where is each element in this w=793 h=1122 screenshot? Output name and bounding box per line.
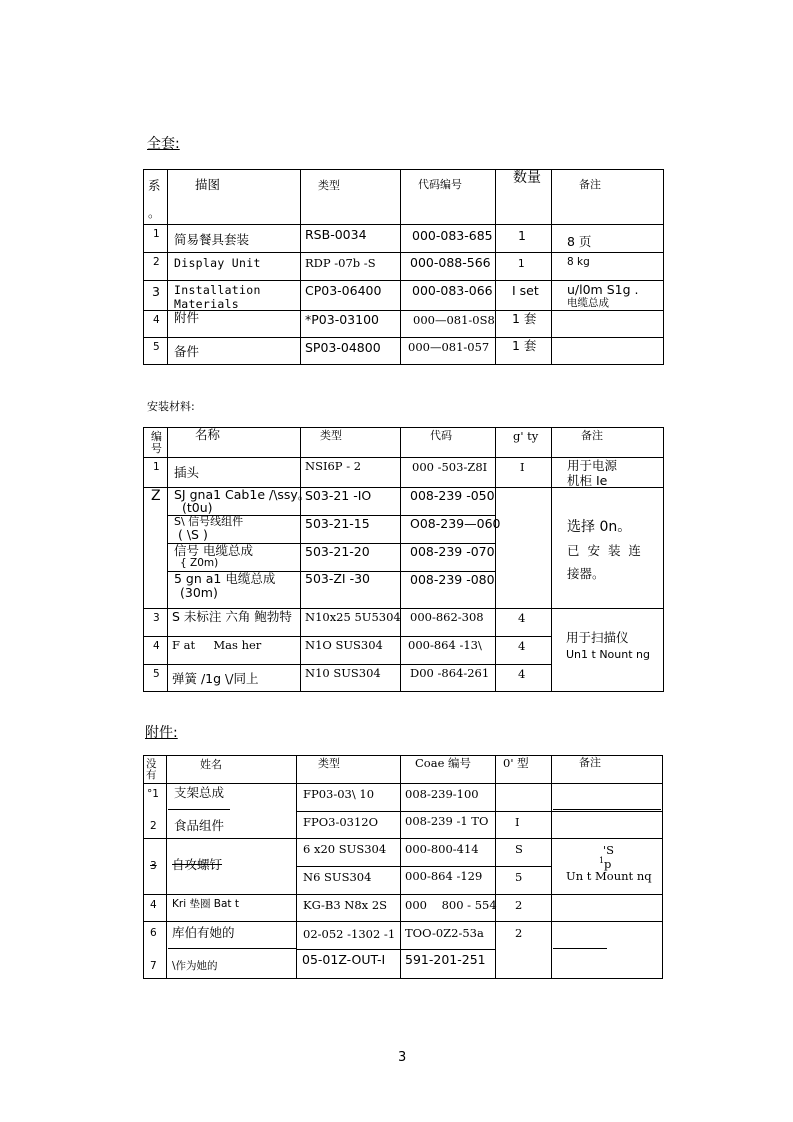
row-name: 自攻螺钉 (172, 857, 223, 872)
row-code: 000-083-066 (412, 283, 493, 298)
row-no: 4 (153, 314, 160, 326)
sub-item-code: 008-239 -080 (410, 572, 495, 587)
row-code: 000-864 -13\ (408, 638, 482, 652)
row-code: 000-088-566 (410, 255, 491, 270)
header-name: 姓名 (200, 758, 222, 771)
header-no-cont: 。 (148, 205, 161, 220)
row-name: 支架总成 (174, 785, 225, 800)
row-qty: S (515, 842, 523, 856)
row-name: \作为她的 (172, 960, 218, 972)
group-note-cont: Un t Mount nq (566, 869, 652, 883)
row-type: N6 SUS304 (303, 870, 372, 884)
row-no: 5 (153, 668, 160, 680)
sub-item-type: 503-21-15 (305, 516, 370, 531)
header-qty: 0' 型 (503, 756, 529, 770)
sub-item-name-cont: { Z0m) (180, 557, 219, 569)
row-type: 05-01Z-OUT-I (302, 952, 386, 967)
group-note: 选择 0n。 (567, 519, 632, 535)
row-name: 库伯有她的 (172, 925, 235, 940)
group-note-cont: 接器。 (567, 566, 605, 581)
sub-item-type: 503-21-20 (305, 544, 370, 559)
group-note-cont: 已 安 装 连 (567, 543, 643, 558)
row-name: Kri 垫圈 Bat t (172, 898, 240, 910)
row-type: N10x25 5U5304 (305, 610, 401, 624)
header-no-cont: 有 (146, 769, 157, 781)
row-no: 4 (150, 899, 157, 911)
row-qty: 2 (515, 926, 523, 940)
row-name: 附件 (174, 310, 200, 325)
sub-item-code: O08-239—060 (410, 516, 501, 531)
row-note: u/l0m S1g . (567, 282, 639, 297)
row-note: 8 页 (567, 234, 592, 249)
page-number: 3 (398, 1050, 407, 1065)
row-name: 简易餐具套装 (174, 232, 250, 247)
row-name-cont: Materials (174, 297, 240, 311)
row-code: 008-239-100 (405, 787, 479, 801)
row-no: 2 (150, 820, 157, 832)
row-name: Installation (174, 283, 261, 297)
sub-item-name-cont: (30m) (180, 585, 218, 600)
row-type: N1O SUS304 (305, 638, 383, 652)
row-type: CP03-06400 (305, 283, 382, 298)
group-note: 'S (603, 843, 615, 857)
row-qty: I (515, 815, 520, 829)
row-type: N10 SUS304 (305, 666, 381, 680)
row-qty: 1 套 (512, 338, 537, 353)
row-code: 000-800-414 (405, 842, 479, 856)
row-type: 02-052 -1302 -1 (303, 927, 396, 941)
row-no: 3 (153, 612, 160, 624)
row-code: 000—081-057 (408, 340, 490, 354)
row-qty: 4 (518, 639, 526, 653)
header-note: 备注 (579, 178, 601, 191)
header-type: 类型 (320, 429, 342, 442)
row-no: 4 (153, 640, 160, 652)
row-no: 2 (153, 256, 160, 268)
row-code: 008-239 -1 TO (405, 814, 489, 828)
row-type: FP03-03\ 10 (303, 787, 375, 801)
row-no: 1 (153, 461, 160, 473)
header-name: 名称 (195, 427, 221, 442)
row-qty: 2 (515, 898, 523, 912)
sub-item-type: S03-21 -IO (305, 488, 372, 503)
row-qty: 4 (518, 611, 526, 625)
row-note: 8 kg (567, 256, 590, 268)
sub-item-name: S\ 信号线组件 (174, 515, 244, 528)
row-code: 591-201-251 (405, 952, 486, 967)
row-name: S 未标注 六角 鲍勃特 (172, 609, 292, 624)
row-code: D00 -864-261 (410, 666, 490, 680)
row-qty: 1 (518, 228, 526, 243)
row-no: 3 (152, 284, 160, 299)
header-note: 备注 (579, 756, 601, 769)
row-code: 000 800 - 554 (405, 898, 497, 912)
row-code: 000 -503-Z8I (412, 460, 488, 474)
row-name: Display Unit (174, 256, 261, 270)
row-no: 7 (150, 960, 157, 972)
row-type: *P03-03100 (305, 312, 379, 327)
section-title-full-set: 全套: (147, 136, 180, 152)
row-code: 000-862-308 (410, 610, 484, 624)
sub-item-code: 008-239 -050 (410, 488, 495, 503)
section-title-installation: 安装材料: (147, 400, 195, 413)
header-no: 系 (148, 178, 161, 193)
row-qty: I set (512, 283, 539, 298)
header-code: 代码编号 (418, 178, 462, 191)
sub-item-name: 信号 电缆总成 (174, 543, 253, 558)
row-no: °1 (147, 788, 159, 800)
row-name: 备件 (174, 344, 200, 359)
group-note-cont: p (604, 857, 612, 871)
row-no: 5 (153, 341, 160, 353)
row-name: 弹簧 /1g \/同上 (172, 671, 259, 686)
sub-item-type: 503-ZI -30 (305, 571, 371, 586)
header-note: 备注 (581, 429, 603, 442)
header-code: 代码 (430, 429, 452, 442)
header-qty: 数量 (513, 170, 541, 186)
sub-item-name-cont: ( \S ) (178, 527, 208, 542)
header-no: 编 (151, 430, 162, 443)
header-type: 类型 (318, 757, 340, 770)
header-name: 描图 (195, 177, 221, 192)
row-code: 000-083-685 (412, 228, 493, 243)
row-name: 食品组件 (174, 818, 225, 833)
row-no: 6 (150, 927, 157, 939)
row-qty: 5 (515, 870, 523, 884)
row-name: F at Mas her (172, 638, 262, 652)
row-no: 3 (150, 860, 157, 872)
group-note: 用于扫描仪 (566, 630, 629, 645)
sub-item-name-cont: (t0u) (182, 500, 213, 515)
row-name: 插头 (174, 465, 200, 480)
header-qty: g' ty (513, 429, 539, 443)
row-qty: 4 (518, 667, 526, 681)
group-note-cont: Un1 t Nount ng (566, 648, 650, 661)
row-type: KG-B3 N8x 2S (303, 898, 388, 912)
row-note-cont: 机柜 Ie (567, 473, 608, 488)
section-title-accessories: 附件: (145, 725, 178, 741)
row-qty: I (520, 460, 525, 474)
header-type: 类型 (318, 179, 340, 192)
row-code: 000-864 -129 (405, 869, 483, 883)
sub-item-code: 008-239 -070 (410, 544, 495, 559)
row-qty: 1 套 (512, 311, 537, 326)
header-code: Coae 编号 (415, 756, 472, 770)
row-type: RDP -07b -S (305, 256, 376, 270)
row-note-cont: 电缆总成 (567, 297, 609, 309)
sub-item-name: 5 gn a1 电缆总成 (174, 571, 276, 586)
row-type: NSI6P - 2 (305, 459, 362, 473)
row-qty: 1 (518, 258, 525, 270)
row-type: RSB-0034 (305, 227, 367, 242)
row-no: Z (151, 488, 161, 504)
header-no: 没 (146, 758, 157, 770)
row-no: 1 (153, 228, 160, 240)
row-type: FPO3-0312O (303, 815, 379, 829)
group-note-cont: 1 (599, 856, 605, 865)
row-type: SP03-04800 (305, 340, 381, 355)
header-no-cont: 号 (151, 442, 162, 455)
row-type: 6 x20 SUS304 (303, 842, 387, 856)
row-code: TOO-0Z2-53a (405, 926, 484, 940)
sub-item-name: SJ gna1 Cab1e /\ssy。 (174, 487, 311, 502)
row-code: 000—081-0S8 (413, 313, 495, 327)
row-note: 用于电源 (567, 458, 618, 473)
